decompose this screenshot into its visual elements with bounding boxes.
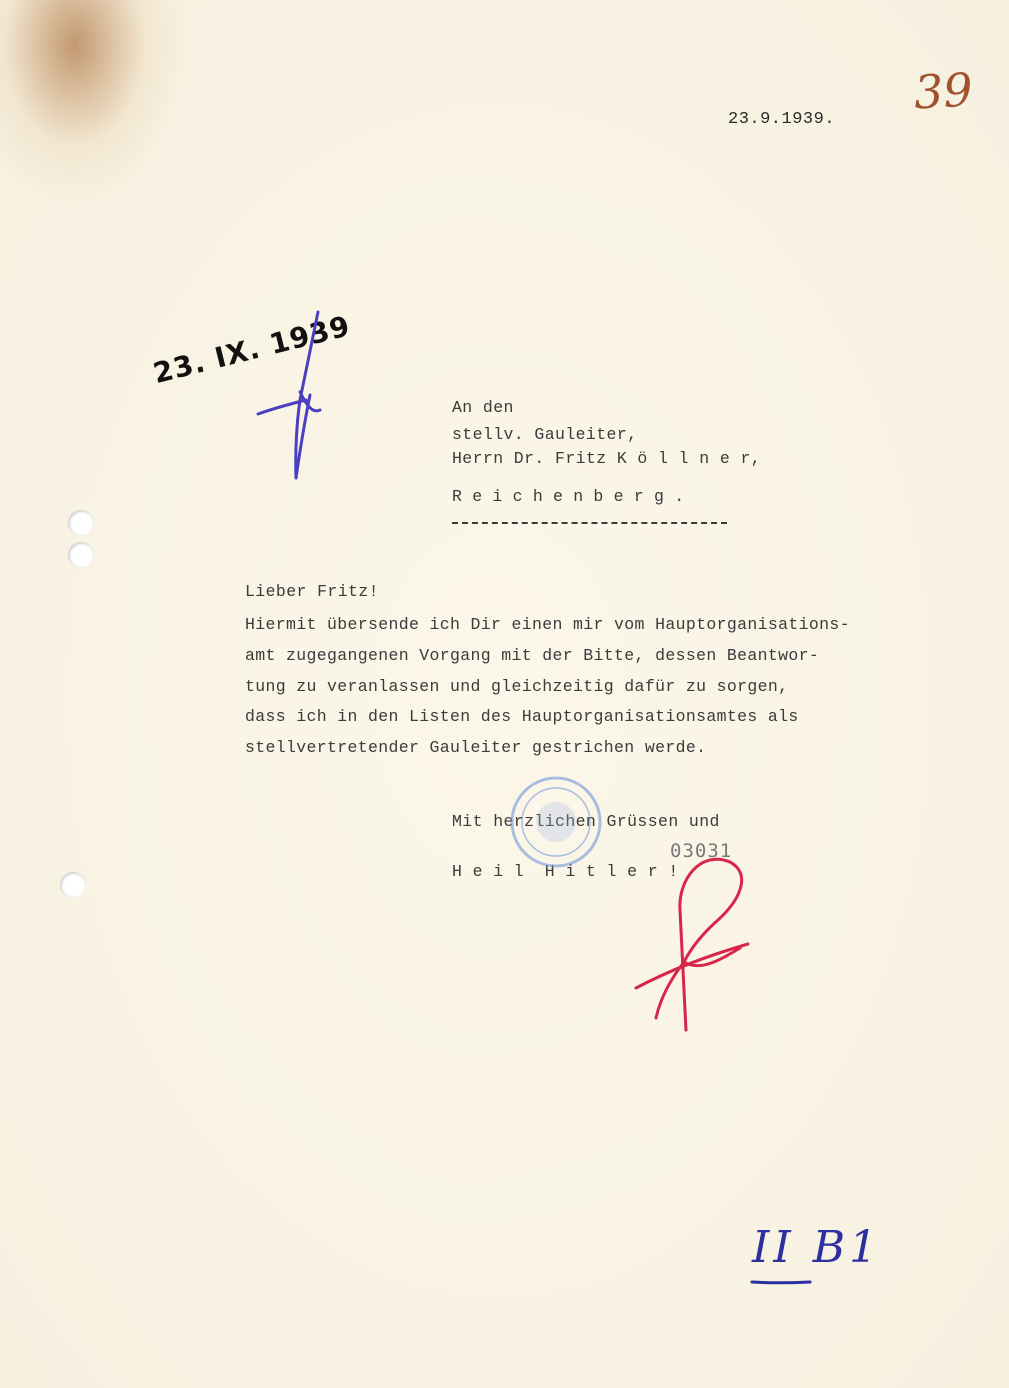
body-line: tung zu veranlassen und gleichzeitig dafür zu sorgen, bbox=[245, 677, 789, 696]
punch-hole bbox=[68, 542, 94, 568]
salutation: Lieber Fritz! bbox=[245, 582, 379, 601]
closing-greeting: H e i l H i t l e r ! bbox=[452, 862, 679, 881]
archive-code: II B1 bbox=[752, 1222, 882, 1273]
address-underline bbox=[452, 522, 727, 524]
punch-hole bbox=[68, 510, 94, 536]
punch-hole bbox=[60, 872, 86, 898]
registration-number: 03031 bbox=[670, 840, 733, 862]
closing-line: Mit herzlichen Grüssen und bbox=[452, 812, 720, 831]
address-line: Herrn Dr. Fritz K ö l l n e r, bbox=[452, 449, 762, 468]
received-date-stamp: 23. IX. 1939 bbox=[150, 309, 354, 391]
red-pencil-initials bbox=[636, 859, 748, 1030]
page-number: 39 bbox=[912, 62, 974, 120]
body-line: amt zugegangenen Vorgang mit der Bitte, dessen Beantwor- bbox=[245, 646, 820, 665]
archive-code-underline bbox=[752, 1282, 810, 1283]
body-line: stellvertretender Gauleiter gestrichen werde. bbox=[245, 738, 707, 757]
body-line: Hiermit übersende ich Dir einen mir vom Hauptorganisations- bbox=[245, 615, 850, 634]
address-line: An den bbox=[452, 398, 514, 417]
letter-date: 23.9.1939. bbox=[728, 110, 836, 129]
body-line: dass ich in den Listen des Hauptorganisationsamtes als bbox=[245, 707, 799, 726]
address-city: R e i c h e n b e r g . bbox=[452, 487, 685, 506]
address-line: stellv. Gauleiter, bbox=[452, 425, 638, 444]
